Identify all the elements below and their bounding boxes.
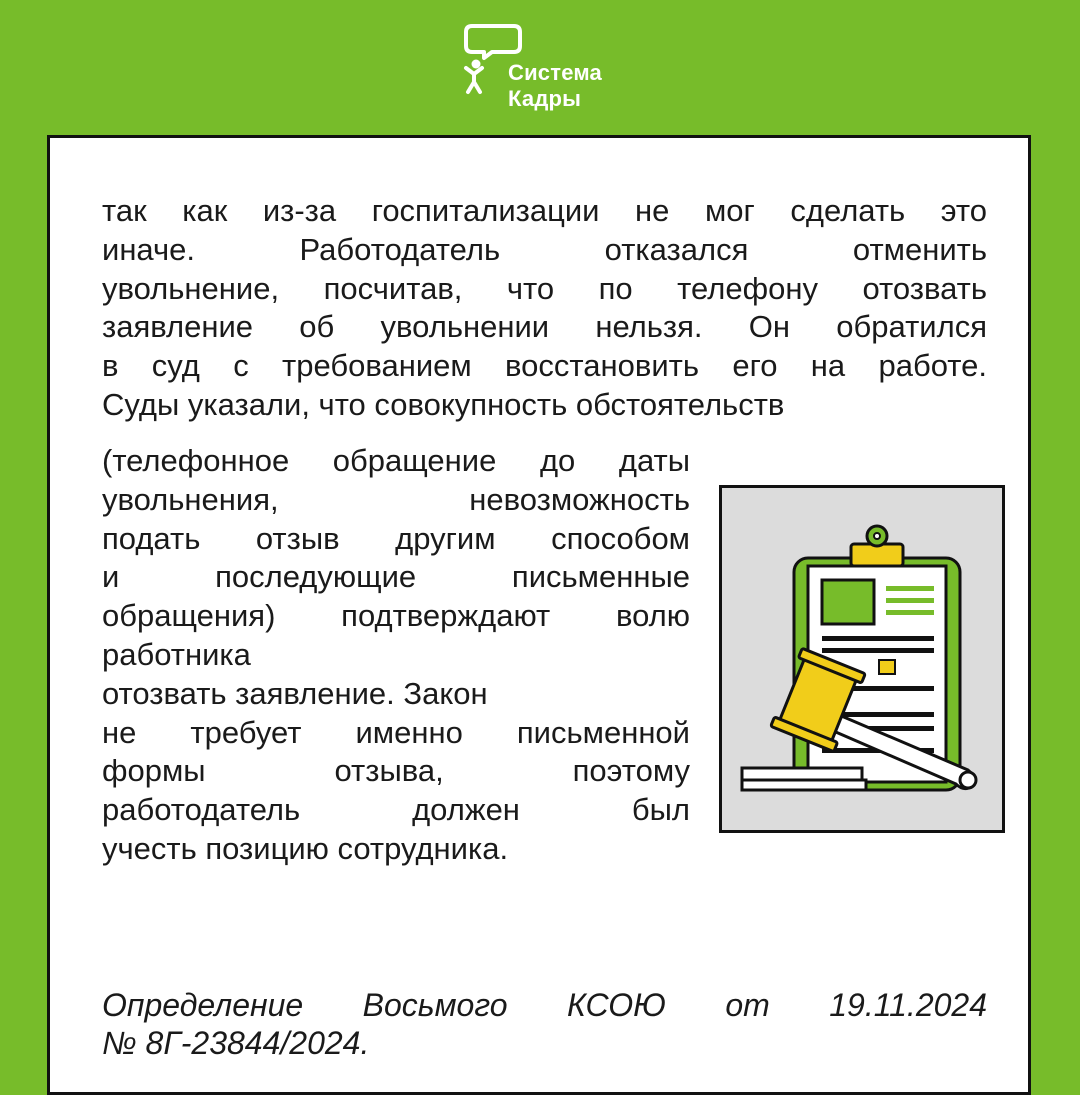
citation-line-1: Определение Восьмого КСОЮ от 19.11.2024 — [102, 987, 987, 1023]
paragraph-2-line: (телефонное обращение до даты — [102, 443, 690, 478]
brand-name-line2: Кадры — [508, 86, 582, 111]
paragraph-2-line: работника — [102, 636, 251, 672]
paragraph-2-line: подать отзыв другим способом — [102, 520, 690, 556]
clipboard-gavel-icon — [722, 488, 1002, 830]
paragraph-1-line: заявление об увольнении нельзя. Он обратился — [102, 309, 987, 345]
paragraph-2-line: отозвать заявление. Закон — [102, 675, 488, 711]
clipboard-gavel-illustration — [719, 485, 1005, 833]
paragraph-2-line: учесть позицию сотрудника. — [102, 830, 509, 866]
paragraph-1 — [102, 192, 987, 425]
paragraph-1-line: иначе. Работодатель отказался отменить — [102, 231, 987, 267]
paragraph-1-line: Суды указали, что совокупность обстоятельств — [102, 386, 785, 422]
brand-name-line1: Система — [508, 60, 602, 85]
paragraph-2-line: формы отзыва, поэтому — [102, 753, 690, 789]
paragraph-1-line: так как из-за госпитализации не мог сделать это — [102, 193, 987, 228]
content-card — [47, 135, 1031, 1095]
paragraph-2-line: и последующие письменные — [102, 559, 690, 595]
paragraph-2 — [102, 442, 690, 869]
paragraph-1-line: увольнение, посчитав, что по телефону отозвать — [102, 270, 987, 306]
brand-logo — [462, 22, 632, 122]
paragraph-2-line: не требует именно письменной — [102, 714, 690, 750]
paragraph-2-line: увольнения, невозможность — [102, 481, 690, 517]
paragraph-1-line: в суд с требованием восстановить его на работе. — [102, 348, 987, 384]
paragraph-2-line: работодатель должен был — [102, 792, 690, 828]
paragraph-2-line: обращения) подтверждают волю — [102, 598, 690, 634]
court-citation — [102, 986, 987, 1062]
citation-line-2: № 8Г-23844/2024. — [102, 1025, 370, 1061]
